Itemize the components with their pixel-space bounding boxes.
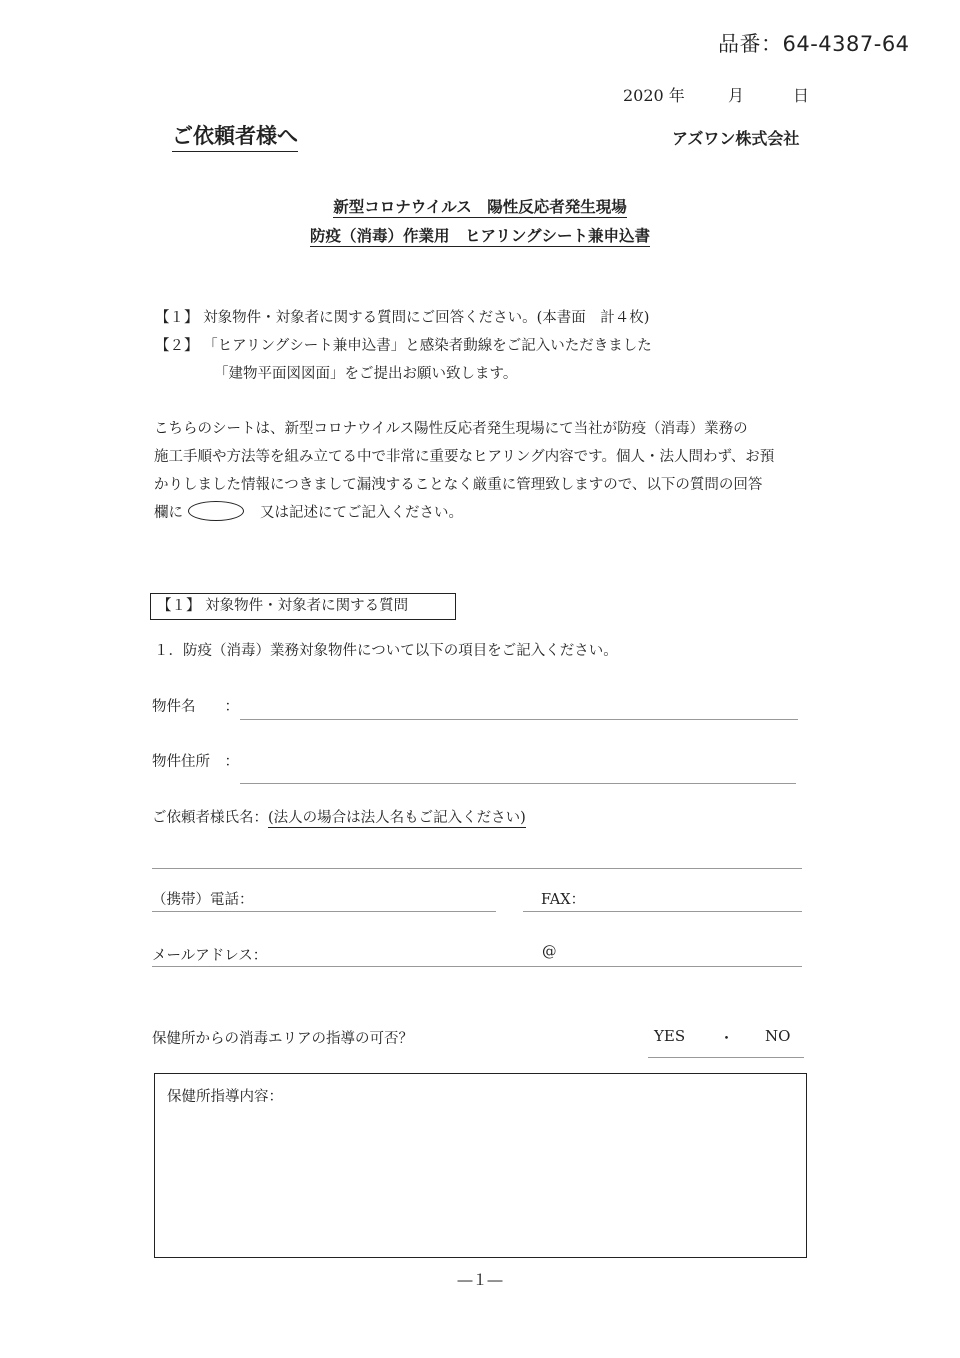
notice-line-1: こちらのシートは、新型コロナウイルス陽性反応者発生現場にて当社が防疫（消毒）業務の bbox=[154, 421, 748, 437]
instruction-item-1: 【１】 対象物件・対象者に関する質問にご回答ください。(本書面 計４枚) bbox=[155, 310, 650, 326]
date-month: 月 bbox=[728, 86, 745, 105]
email-at-sign: @ bbox=[542, 944, 557, 960]
property-name-field[interactable] bbox=[240, 719, 798, 720]
email-field[interactable] bbox=[152, 966, 802, 967]
company-name: アズワン株式会社 bbox=[672, 129, 800, 148]
page-number: ―１― bbox=[457, 1271, 503, 1289]
date-day: 日 bbox=[793, 86, 810, 105]
health-center-question: 保健所からの消毒エリアの指導の可否？ bbox=[152, 1031, 413, 1047]
property-name-label: 物件名 ： bbox=[152, 699, 239, 715]
phone-label: （携帯）電話： bbox=[152, 892, 254, 908]
no-option[interactable]: NO bbox=[765, 1027, 791, 1045]
client-name-field[interactable] bbox=[152, 868, 802, 869]
yes-no-separator: ・ bbox=[719, 1029, 735, 1047]
addressee: ご依頼者様へ bbox=[172, 120, 298, 152]
phone-field[interactable] bbox=[152, 911, 496, 912]
document-title-line2: 防疫（消毒）作業用 ヒアリングシート兼申込書 bbox=[309, 227, 651, 245]
health-center-guidance-label: 保健所指導内容： bbox=[167, 1089, 283, 1105]
property-address-label: 物件住所 ： bbox=[152, 754, 239, 770]
ellipse-mark-icon bbox=[188, 501, 244, 521]
health-center-guidance-box[interactable] bbox=[154, 1073, 807, 1258]
property-address-field[interactable] bbox=[240, 783, 796, 784]
yes-option[interactable]: YES bbox=[654, 1027, 686, 1045]
notice-line-3: かりしました情報につきまして漏洩することなく厳重に管理致しますので、以下の質問の回答 bbox=[154, 477, 763, 493]
notice-line-2: 施工手順や方法等を組み立てる中で非常に重要なヒアリング内容です。個人・法人問わず、お預 bbox=[154, 449, 775, 465]
notice-line-4-before: 欄に bbox=[154, 505, 183, 521]
fax-label: FAX： bbox=[541, 892, 586, 908]
instruction-item-2: 【２】 「ヒアリングシート兼申込書」と感染者動線をご記入いただきました bbox=[155, 338, 652, 354]
instruction-item-2-cont: 「建物平面図図面」をご提出お願い致します。 bbox=[214, 366, 518, 382]
fax-field[interactable] bbox=[523, 911, 802, 912]
client-name-label bbox=[152, 806, 526, 827]
yes-no-underline bbox=[648, 1057, 804, 1058]
section-1-question: １．防疫（消毒）業務対象物件について以下の項目をご記入ください。 bbox=[154, 643, 618, 659]
client-name-label-text: ご依頼者様氏名： bbox=[152, 810, 268, 826]
document-title-line1: 新型コロナウイルス 陽性反応者発生現場 bbox=[333, 198, 627, 216]
email-label: メールアドレス： bbox=[152, 948, 268, 964]
client-name-hint: (法人の場合は法人名もご記入ください) bbox=[268, 810, 526, 826]
section-1-heading: 【１】 対象物件・対象者に関する質問 bbox=[150, 593, 456, 620]
notice-line-4-after: 又は記述にてご記入ください。 bbox=[260, 505, 463, 521]
part-number: 品番：64-4387-64 bbox=[718, 32, 910, 56]
date-year: 2020 年 bbox=[623, 86, 685, 105]
